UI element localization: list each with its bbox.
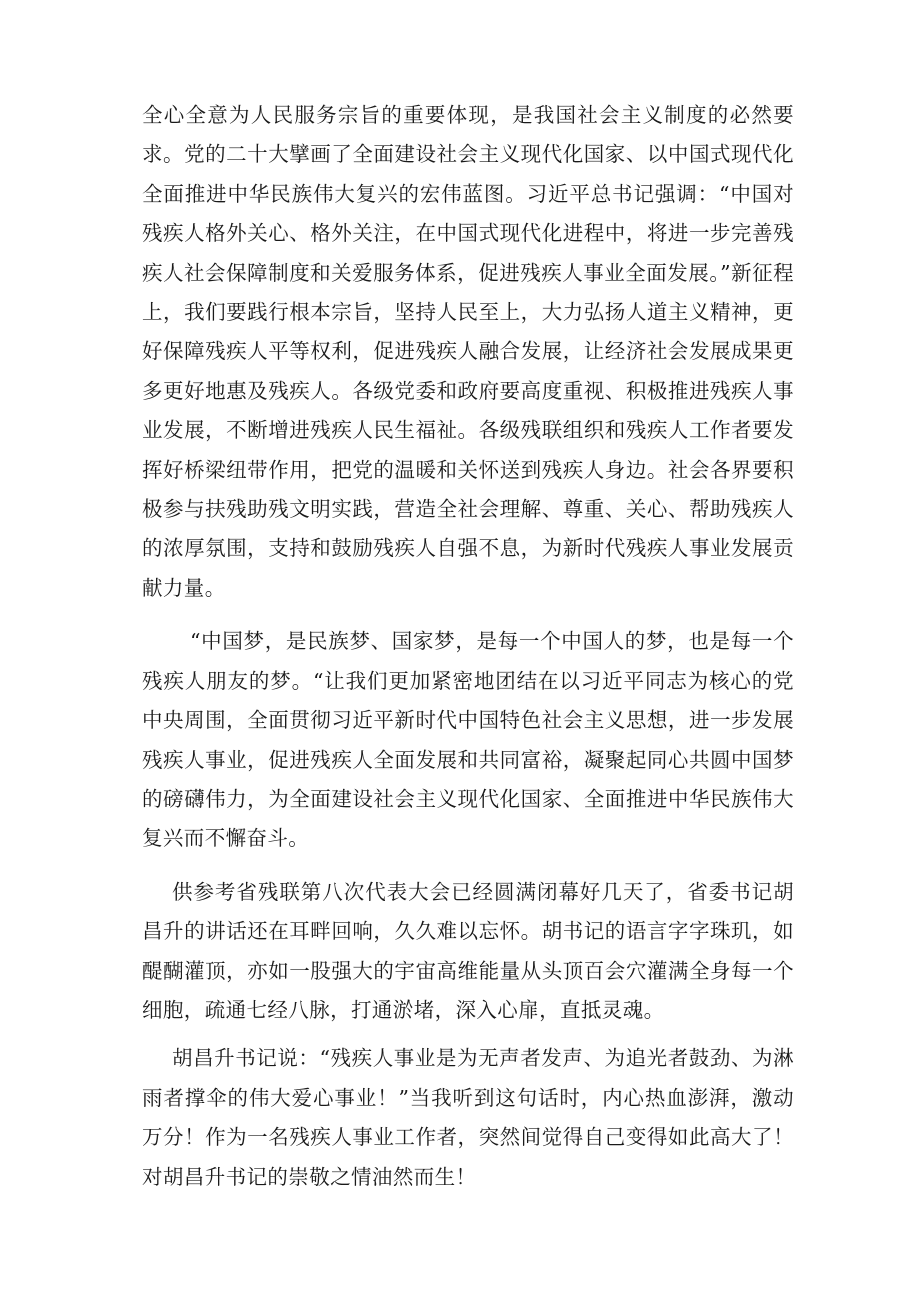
paragraph-4: 胡昌升书记说：“残疾人事业是为无声者发声、为追光者鼓劲、为淋雨者撑伞的伟大爱心事业！”当我听到这句话时，内心热血澎湃，激动万分！作为一名残疾人事业工作者，突然间觉得自己变得如此高大了！对胡昌升书记的崇敬之情油然而生！: [142, 1046, 794, 1189]
paragraph-1: 全心全意为人民服务宗旨的重要体现，是我国社会主义制度的必然要求。党的二十大擘画了全面建设社会主义现代化国家、以中国式现代化全面推进中华民族伟大复兴的宏伟蓝图。习近平总书记强调：“中国对残疾人格外关心、格外关注，在中国式现代化进程中，将进一步完善残疾人社会保障制度和关爱服务体系，促进残疾人事业全面发展。”新征程上，我们要践行根本宗旨，坚持人民至上，大力弘扬人道主义精神，更好保障残疾人平等权利，促进残疾人融合发展，让经济社会发展成果更多更好地惠及残疾人。各级党委和政府要高度重视、积极推进残疾人事业发展，不断增进残疾人民生福祉。各级残联组织和残疾人工作者要发挥好桥梁纽带作用，把党的温暖和关怀送到残疾人身边。社会各界要积极参与扶残助残文明实践，营造全社会理解、尊重、关心、帮助残疾人的浓厚氛围，支持和鼓励残疾人自强不息，为新时代残疾人事业发展贡献力量。: [142, 103, 794, 600]
paragraph-2: “中国梦，是民族梦、国家梦，是每一个中国人的梦，也是每一个残疾人朋友的梦。“让我们更加紧密地团结在以习近平同志为核心的党中央周围，全面贯彻习近平新时代中国特色社会主义思想，进一步发展残疾人事业，促进残疾人全面发展和共同富裕，凝聚起同心共圆中国梦的磅礴伟力，为全面建设社会主义现代化国家、全面推进中华民族伟大复兴而不懈奋斗。: [142, 629, 794, 851]
document-page: [142, 96, 794, 1197]
paragraph-3: 供参考省残联第八次代表大会已经圆满闭幕好几天了，省委书记胡昌升的讲话还在耳畔回响，久久难以忘怀。胡书记的语言字字珠玑，如醍醐灌顶，亦如一股强大的宇宙高维能量从头顶百会穴灌满全身每一个细胞，疏通七经八脉，打通淤堵，深入心扉，直抵灵魂。: [142, 879, 794, 1022]
